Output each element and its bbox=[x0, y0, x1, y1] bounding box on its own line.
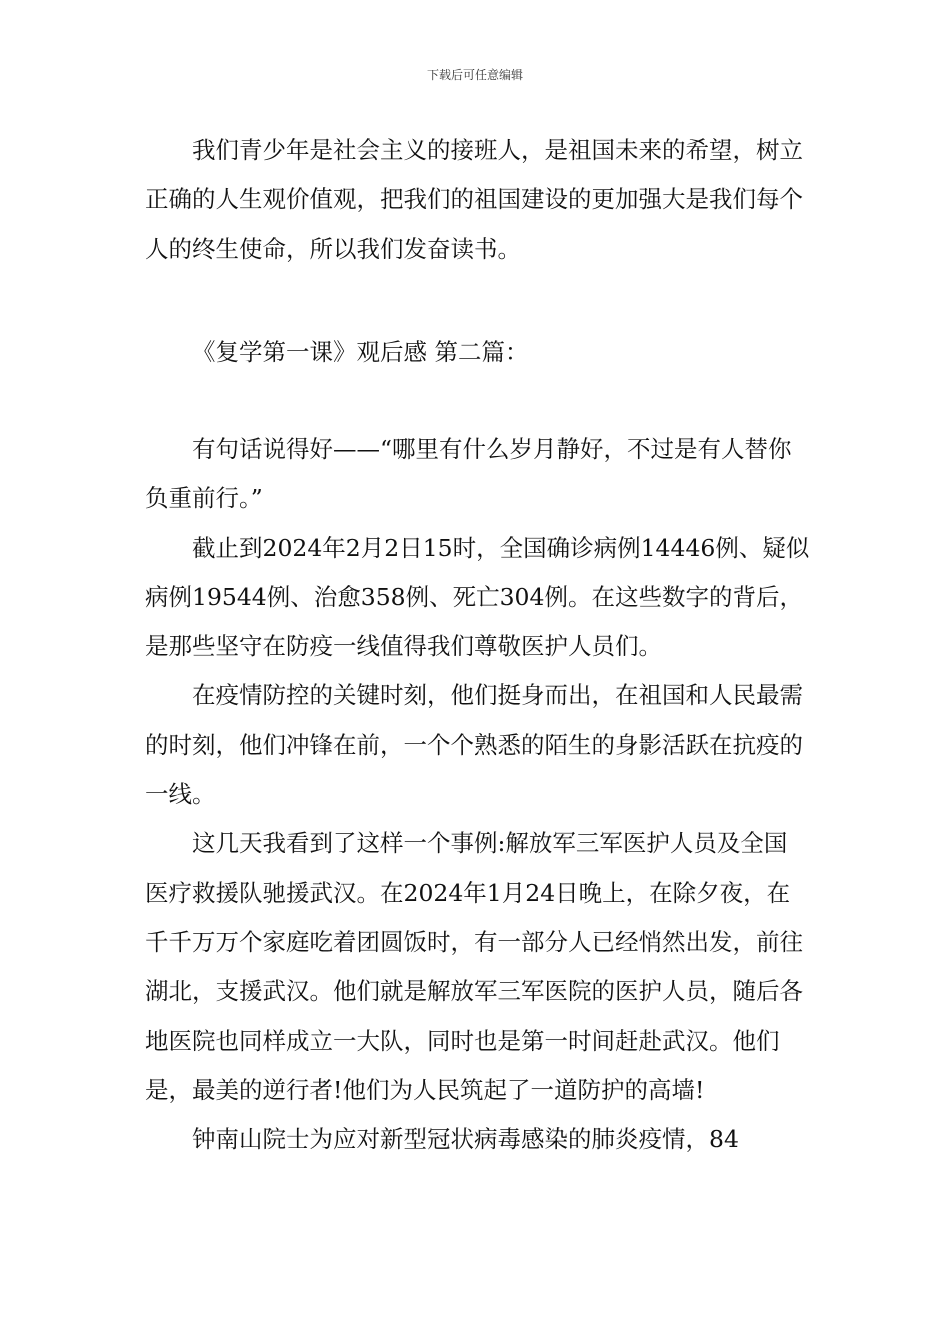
paragraph: 截止到2024年2月2日15时，全国确诊病例14446例、疑似病例19544例、治愈358例、死亡304例。在这些数字的背后，是那些坚守在防疫一线值得我们尊敬医护人员们。 bbox=[145, 533, 810, 661]
paragraph: 钟南山院士为应对新型冠状病毒感染的肺炎疫情，84 bbox=[192, 1125, 739, 1154]
paragraph: 在疫情防控的关键时刻，他们挺身而出，在祖国和人民最需的时刻，他们冲锋在前，一个个熟悉的陌生的身影活跃在抗疫的一线。 bbox=[145, 681, 803, 809]
paragraph: 这几天我看到了这样一个事例:解放军三军医护人员及全国医疗救援队驰援武汉。在2024年1月24日晚上，在除夕夜，在千千万万个家庭吃着团圆饭时，有一部分人已经悄然出发，前往湖北，支援武汉。他们就是解放军三军医院的医护人员，随后各地医院也同样成立一大队，同时也是第一时间赶赴武汉。他们是，最美的逆行者!他们为人民筑起了一道防护的高墙! bbox=[145, 829, 803, 1104]
paragraph-block-1 bbox=[145, 126, 810, 274]
paragraph: 有句话说得好——“哪里有什么岁月静好，不过是有人替你负重前行。” bbox=[145, 435, 792, 513]
section-heading-block bbox=[145, 328, 810, 377]
header-note: 下载后可任意编辑 bbox=[426, 68, 523, 82]
paragraph: 我们青少年是社会主义的接班人，是祖国未来的希望，树立正确的人生观价值观，把我们的祖国建设的更加强大是我们每个人的终生使命，所以我们发奋读书。 bbox=[145, 136, 803, 263]
paragraph-block-3 bbox=[145, 425, 810, 1164]
section-heading: 《复学第一课》观后感 第二篇： bbox=[192, 338, 529, 366]
